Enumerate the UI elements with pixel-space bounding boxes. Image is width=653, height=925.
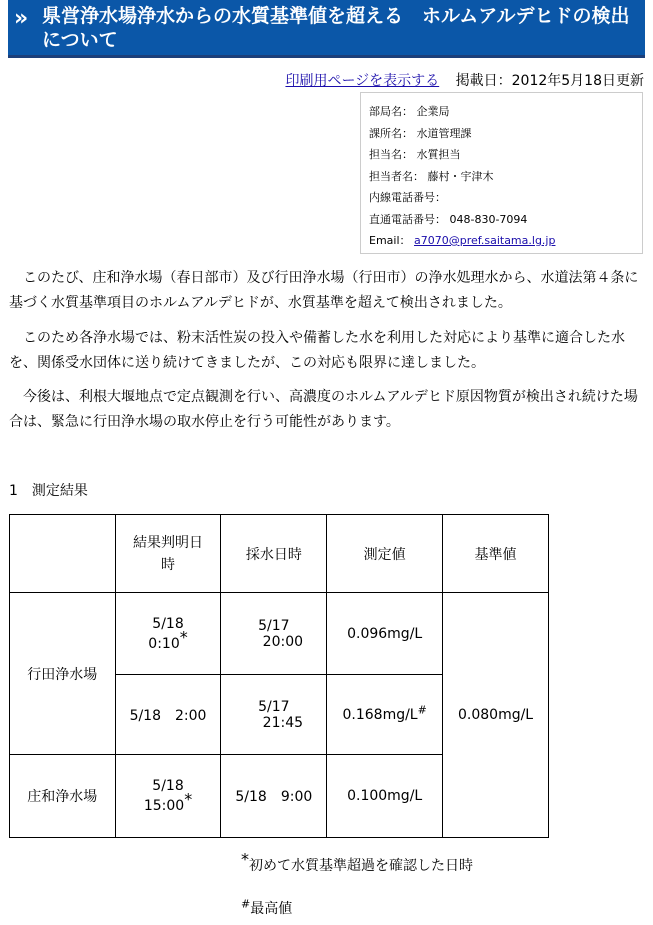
plant-showa: 庄和浄水場 [10,755,116,838]
header-standard-value: 基準値 [443,515,549,593]
footnote-first-exceedance: *初めて水質基準超過を確認した日時 [241,849,473,874]
email-label: Email： [369,234,415,247]
result-time-cell: 5/18 15:00* [115,755,221,838]
standard-value-cell: 0.080mg/L [443,593,549,838]
chevron-right-icon: » [14,6,29,31]
result-time-cell: 5/18 2:00 [115,675,221,755]
contact-box [360,92,643,254]
table-header-row [10,515,549,593]
header-sample-time: 採水日時 [221,515,327,593]
contact-charge: 担当名： 水質担当 [369,148,461,161]
sample-time-cell: 5/17 21:45 [221,675,327,755]
page-title-banner [8,0,645,58]
published-date: 掲載日：2012年5月18日更新 [455,73,644,89]
header-result-time: 結果判明日時 [115,515,221,593]
measured-value-cell: 0.168mg/L# [327,675,443,755]
measured-value-cell: 0.096mg/L [327,593,443,675]
contact-person: 担当者名： 藤村・宇津木 [369,169,494,183]
header-measured-value: 測定値 [327,515,443,593]
measurement-table [9,514,549,838]
body-paragraph-2: このため各浄水場では、粉末活性炭の投入や備蓄した水を利用した対応により基準に適合した水を、関係受水団体に送り続けてきましたが、この対応も限界に達しました。 [9,330,625,371]
contact-email-row [369,230,642,252]
body-paragraph-1: このたび、庄和浄水場（春日部市）及び行田浄水場（行田市）の浄水処理水から、水道法第４条に基づく水質基準項目のホルムアルデヒドが、水質基準を超えて検出されました。 [9,270,639,311]
plant-gyoda: 行田浄水場 [10,593,116,755]
sample-time-cell: 5/17 20:00 [221,593,327,675]
measured-value-cell: 0.100mg/L [327,755,443,838]
result-time-cell: 5/18 0:10* [115,593,221,675]
table-row [10,593,549,675]
contact-direct-phone: 直通電話番号： 048-830-7094 [369,212,528,226]
contact-department: 部局名： 企業局 [369,105,450,118]
sample-time-cell: 5/18 9:00 [221,755,327,838]
print-page-link[interactable]: 印刷用ページを表示する [285,73,440,89]
email-link[interactable]: a7070@pref.saitama.lg.jp [414,234,556,247]
body-paragraph-3: 今後は、利根大堰地点で定点観測を行い、高濃度のホルムアルデヒド原因物質が検出され続けた場合は、緊急に行田浄水場の取水停止を行う可能性があります。 [9,389,638,430]
section-title: 1 測定結果 [9,483,88,499]
page-meta [285,70,644,90]
page-title: 県営浄水場浄水からの水質基準値を超える ホルムアルデヒドの検出について [42,5,630,51]
footnote-max-value: #最高値 [241,897,293,917]
contact-section: 課所名： 水道管理課 [369,126,472,140]
contact-extension: 内線電話番号： [369,191,446,204]
header-cell-empty [10,515,116,593]
